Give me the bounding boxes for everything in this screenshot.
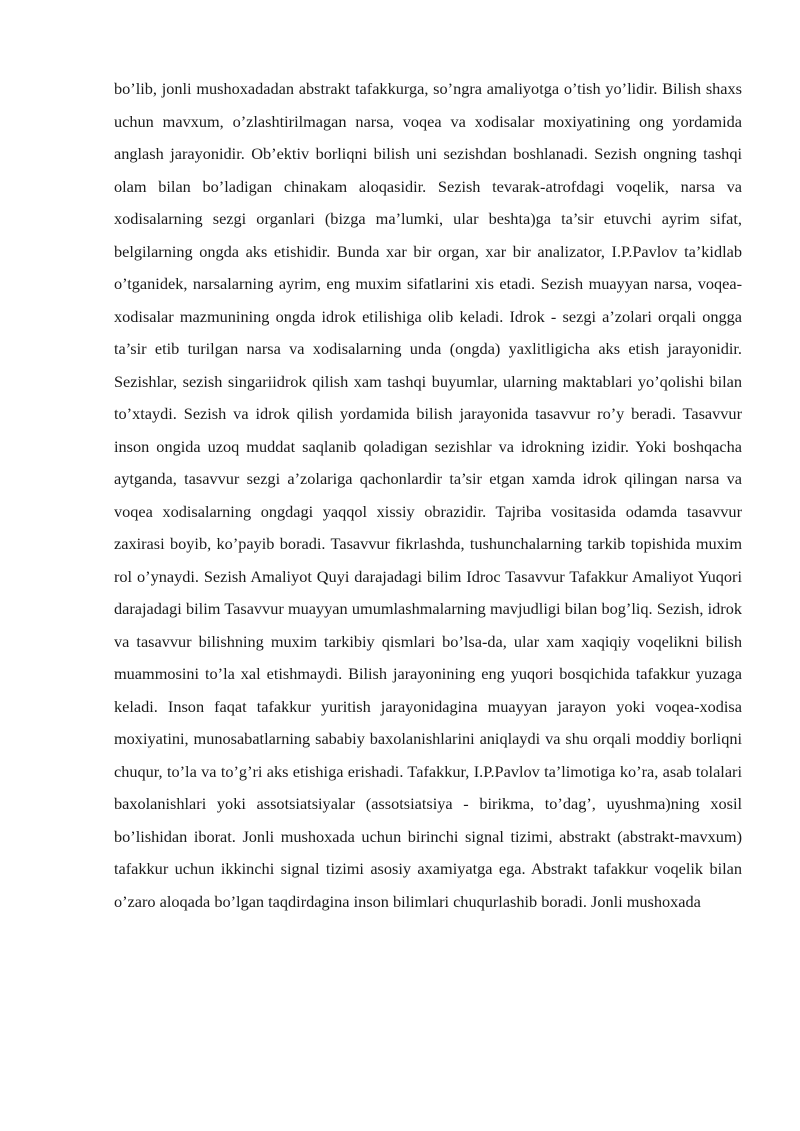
document-page bbox=[114, 73, 742, 918]
body-paragraph: bo’lib, jonli mushoxadadan abstrakt tafakkurga, so’ngra amaliyotga o’tish yo’lidir. Bilish shaxs uchun mavxum, o’zlashtirilmagan narsa, voqea va xodisalar moxiyatining ong yordamida anglash jarayonidir. Ob’ektiv borliqni bilish uni sezishdan boshlanadi. Sezish ongning tashqi olam bilan bo’ladigan chinakam aloqasidir. Sezish tevarak-atrofdagi voqelik, narsa va xodisalarning sezgi organlari (bizga ma’lumki, ular beshta)ga ta’sir etuvchi ayrim sifat, belgilarning ongda aks etishidir. Bunda xar bir organ, xar bir analizator, I.P.Pavlov ta’kidlab o’tganidek, narsalarning ayrim, eng muxim sifatlarini xis etadi. Sezish muayyan narsa, voqea-xodisalar mazmunining ongda idrok etilishiga olib keladi. Idrok - sezgi a’zolari orqali ongga ta’sir etib turilgan narsa va xodisalarning unda (ongda) yaxlitligicha aks etish jarayonidir. Sezishlar, sezish singariidrok qilish xam tashqi buyumlar, ularning maktablari yo’qolishi bilan to’xtaydi. Sezish va idrok qilish yordamida bilish jarayonida tasavvur ro’y beradi. Tasavvur inson ongida uzoq muddat saqlanib qoladigan sezishlar va idrokning izidir. Yoki boshqacha aytganda, tasavvur sezgi a’zolariga qachonlardir ta’sir etgan xamda idrok qilingan narsa va voqea xodisalarning ongdagi yaqqol xissiy obrazidir. Tajriba vositasida odamda tasavvur zaxirasi boyib, ko’payib boradi. Tasavvur fikrlashda, tushunchalarning tarkib topishida muxim rol o’ynaydi. Sezish Amaliyot Quyi darajadagi bilim Idroc Tasavvur Tafakkur Amaliyot Yuqori darajadagi bilim Tasavvur muayyan umumlashmalarning mavjudligi bilan bog’liq. Sezish, idrok va tasavvur bilishning muxim tarkibiy qismlari bo’lsa-da, ular xam xaqiqiy voqelikni bilish muammosini to’la xal etishmaydi. Bilish jarayonining eng yuqori bosqichida tafakkur yuzaga keladi. Inson faqat tafakkur yuritish jarayonidagina muayyan jarayon yoki voqea-xodisa moxiyatini, munosabatlarning sababiy baxolanishlarini aniqlaydi va shu orqali moddiy borliqni chuqur, to’la va to’g’ri aks etishiga erishadi. Tafakkur, I.P.Pavlov ta’limotiga ko’ra, asab tolalari baxolanishlari yoki assotsiatsiyalar (assotsiatsiya - birikma, to’dag’, uyushma)ning xosil bo’lishidan iborat. Jonli mushoxada uchun birinchi signal tizimi, abstrakt (abstrakt-mavxum) tafakkur uchun ikkinchi signal tizimi asosiy axamiyatga ega. Abstrakt tafakkur voqelik bilan o’zaro aloqada bo’lgan taqdirdagina inson bilimlari chuqurlashib boradi. Jonli mushoxada bbox=[114, 79, 742, 911]
